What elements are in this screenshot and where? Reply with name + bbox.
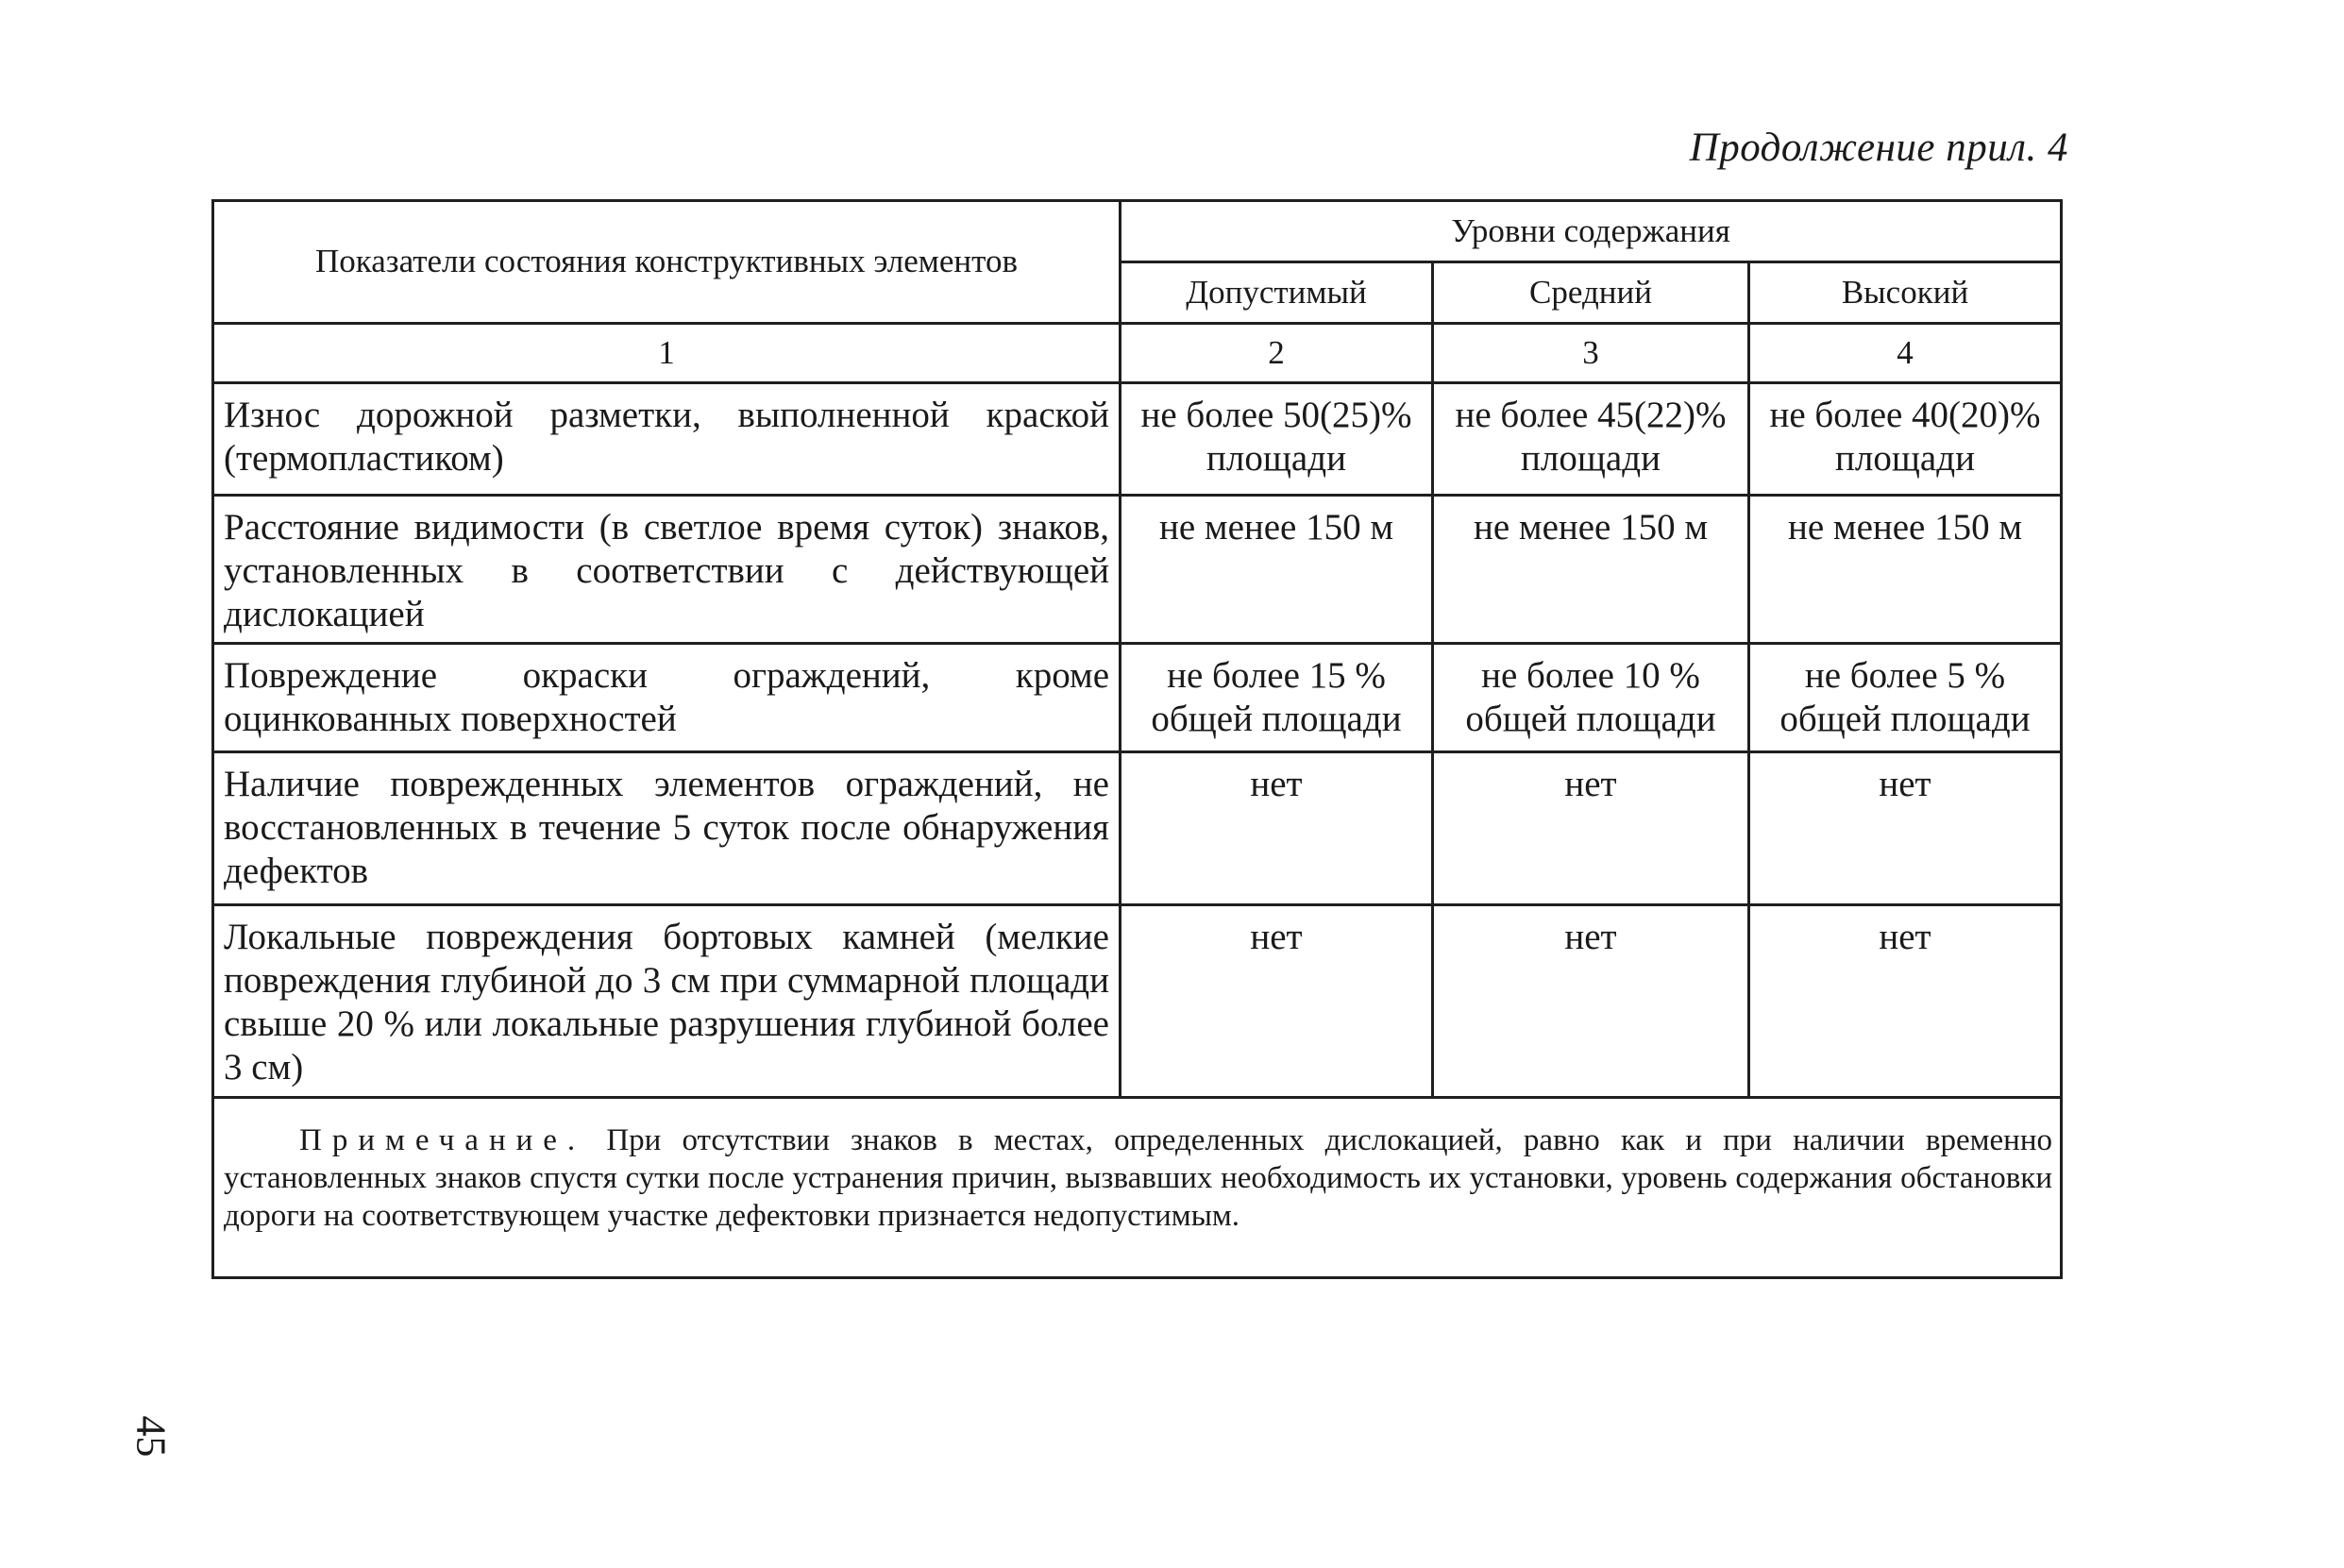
header-row-numbers <box>213 324 2062 383</box>
requirements-table <box>211 199 2063 1279</box>
row-value: не менее 150 м <box>1433 496 1749 644</box>
row-value: нет <box>1121 752 1433 905</box>
note-text: При отсутствии знаков в местах, определенных дислокацией, равно как и при наличии временно установленных знаков спустя сутки после устранения причин, вызвавших необходимость их установки, уровень содержания обстановки дороги на соответствующем участке дефектовки признается недопустимым. <box>224 1123 2052 1233</box>
row-value: не более 10 % общей площади <box>1433 644 1749 752</box>
row-indicator: Наличие поврежденных элементов ограждений, не восстановленных в течение 5 суток после обнаружения дефектов <box>213 752 1121 905</box>
table-note <box>213 1098 2062 1278</box>
continuation-caption: Продолжение прил. 4 <box>1689 126 2068 170</box>
row-value: нет <box>1433 905 1749 1098</box>
note-label: Примечание. <box>299 1123 586 1157</box>
header-level-medium: Средний <box>1433 262 1749 324</box>
row-value: нет <box>1749 752 2062 905</box>
row-indicator: Локальные повреждения бортовых камней (мелкие повреждения глубиной до 3 см при суммарной площади свыше 20 % или локальные разрушения глубиной более 3 см) <box>213 905 1121 1098</box>
row-value: не менее 150 м <box>1749 496 2062 644</box>
column-number: 2 <box>1121 324 1433 383</box>
row-indicator: Износ дорожной разметки, выполненной краской (термопластиком) <box>213 383 1121 496</box>
column-number: 4 <box>1749 324 2062 383</box>
note-row <box>213 1098 2062 1278</box>
table-row <box>213 383 2062 496</box>
page-number: 45 <box>127 1415 175 1458</box>
row-value: не более 40(20)% площади <box>1749 383 2062 496</box>
row-value: нет <box>1749 905 2062 1098</box>
row-value: не более 15 % общей площади <box>1121 644 1433 752</box>
table-row <box>213 496 2062 644</box>
header-indicator: Показатели состояния конструктивных элементов <box>213 201 1121 324</box>
row-value: не более 5 % общей площади <box>1749 644 2062 752</box>
header-level-acceptable: Допустимый <box>1121 262 1433 324</box>
row-indicator: Расстояние видимости (в светлое время суток) знаков, установленных в соответствии с действующей дислокацией <box>213 496 1121 644</box>
table-row <box>213 905 2062 1098</box>
table-row <box>213 644 2062 752</box>
header-row-top <box>213 201 2062 262</box>
row-value: нет <box>1121 905 1433 1098</box>
table-row <box>213 752 2062 905</box>
row-value: не более 45(22)% площади <box>1433 383 1749 496</box>
header-levels: Уровни содержания <box>1121 201 2062 262</box>
row-value: не менее 150 м <box>1121 496 1433 644</box>
column-number: 1 <box>213 324 1121 383</box>
row-value: не более 50(25)% площади <box>1121 383 1433 496</box>
column-number: 3 <box>1433 324 1749 383</box>
header-level-high: Высокий <box>1749 262 2062 324</box>
row-value: нет <box>1433 752 1749 905</box>
row-indicator: Повреждение окраски ограждений, кроме оцинкованных поверхностей <box>213 644 1121 752</box>
